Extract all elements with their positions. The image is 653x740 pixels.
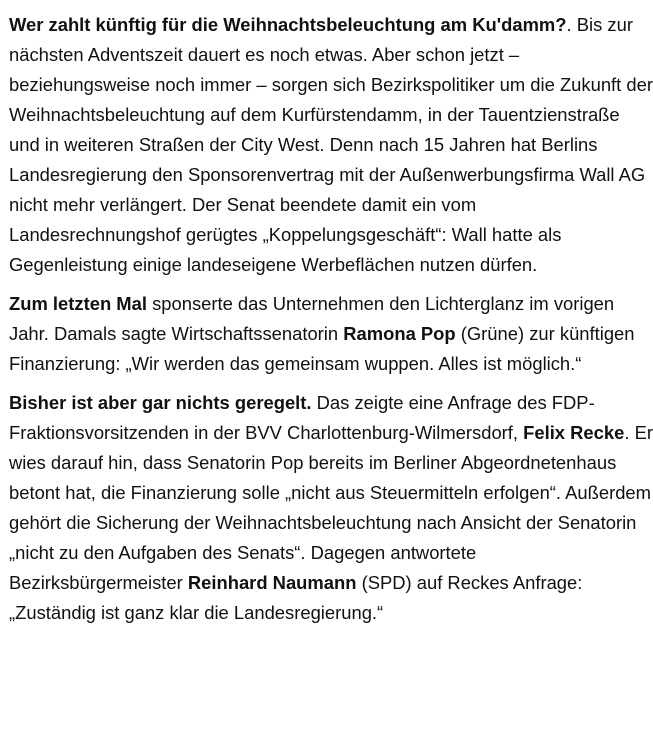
person-name-felix-recke: Felix Recke (523, 422, 625, 443)
article-paragraph-1 (9, 10, 653, 280)
paragraph-2-text-1: sponserte das Unternehmen den Lichterglanz im vorigen Jahr. Damals sagte Wirtschaftssenatorin (9, 293, 615, 344)
paragraph-1-lead: Wer zahlt künftig für die Weihnachtsbeleuchtung am Ku'damm? (9, 14, 567, 35)
person-name-ramona-pop: Ramona Pop (343, 323, 456, 344)
paragraph-1-text: . Bis zur nächsten Adventszeit dauert es noch etwas. Aber schon jetzt – beziehungsweise noch immer – sorgen sich Bezirkspolitiker um die Zukunft der Weihnachtsbeleuchtung auf dem Kurfürstendamm, in der Tauentzienstraße und in weiteren Straßen der City West. Denn nach 15 Jahren hat Berlins Landesregierung den Sponsorenvertrag mit der Außenwerbungsfirma Wall AG nicht mehr verlängert. Der Senat beendete damit ein vom Landesrechnungshof gerügtes „Koppelungsgeschäft“: Wall hatte als Gegenleistung einige landeseigene Werbeflächen nutzen dürfen. (9, 14, 653, 275)
person-name-reinhard-naumann: Reinhard Naumann (187, 572, 357, 593)
paragraph-3-text-3: (SPD) auf Reckes Anfrage: „Zuständig ist ganz klar die Landesregierung.“ (9, 572, 583, 623)
paragraph-2-text-2: (Grüne) zur künftigen Finanzierung: „Wir werden das gemeinsam wuppen. Alles ist möglich.“ (9, 323, 635, 374)
paragraph-3-text-1: Das zeigte eine Anfrage des FDP-Fraktionsvorsitzenden in der BVV Charlottenburg-Wilmersdorf, (9, 392, 595, 443)
article-paragraph-2 (9, 289, 653, 379)
article-paragraph-3 (9, 388, 653, 628)
paragraph-3-text-2: . Er wies darauf hin, dass Senatorin Pop bereits im Berliner Abgeordnetenhaus betont hat, die Finanzierung solle „nicht aus Steuermitteln erfolgen“. Außerdem gehört die Sicherung der Weihnachtsbeleuchtung nach Ansicht der Senatorin „nicht zu den Aufgaben des Senats“. Dagegen antwortete Bezirksbürgermeister (9, 422, 653, 593)
paragraph-3-lead: Bisher ist aber gar nichts geregelt. (9, 392, 312, 413)
paragraph-2-lead: Zum letzten Mal (9, 293, 147, 314)
